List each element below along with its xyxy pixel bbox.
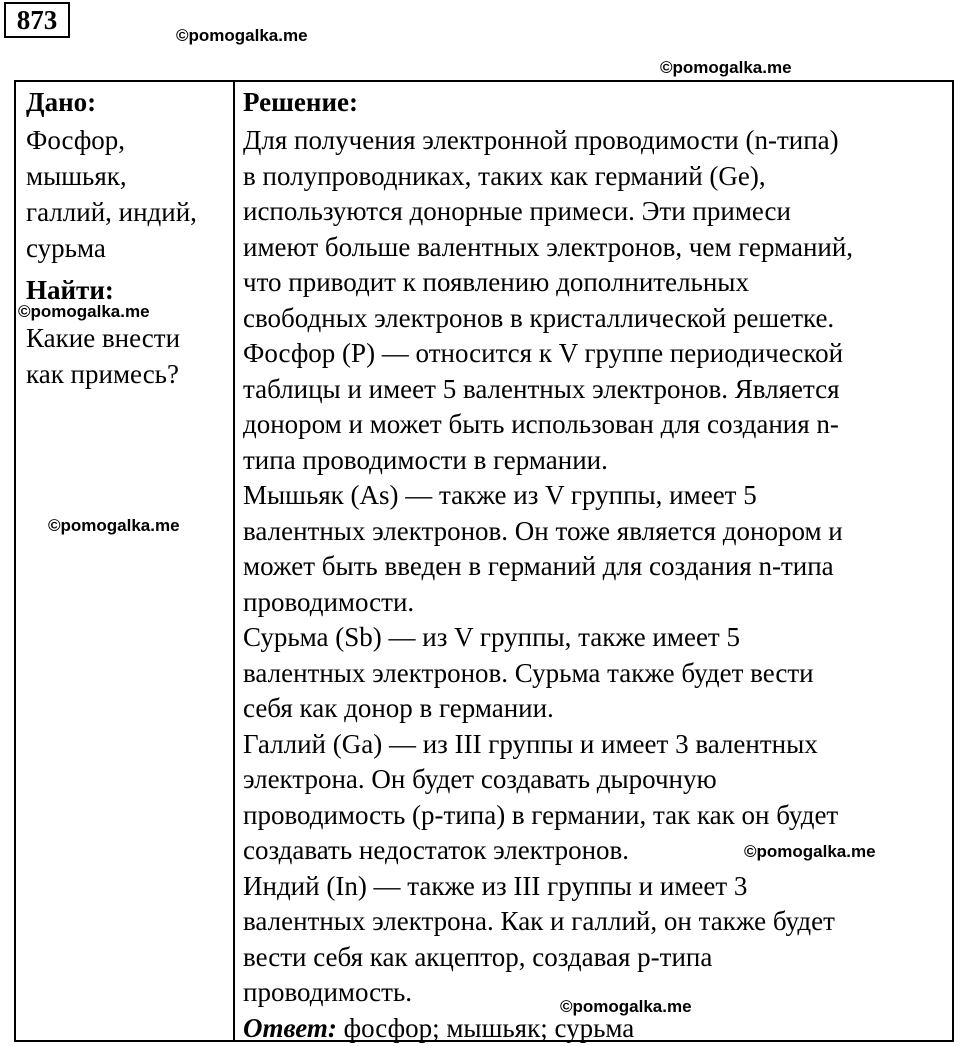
given-line: Фосфор, xyxy=(26,125,126,155)
solution-line: имеют больше валентных электронов, чем германий, xyxy=(243,231,854,262)
solution-line: валентных электронов. Он тоже является донором и xyxy=(243,515,843,546)
solution-line: вести себя как акцептор, создавая p-типа xyxy=(243,941,713,972)
answer-text: фосфор; мышьяк; сурьма xyxy=(343,1012,635,1043)
solution-line: донором и может быть использован для создания n- xyxy=(243,409,839,439)
given-line: сурьма xyxy=(26,233,106,263)
solution-line: в полупроводниках, таких как германий (Ge), xyxy=(243,160,766,191)
solution-line: используются донорные примеси. Эти примеси xyxy=(243,196,791,226)
solution-line: Мышьяк (As) — также из V группы, имеет 5 xyxy=(243,480,757,510)
solution-line: проводимость (p-типа) в германии, так как он будет xyxy=(243,799,839,830)
watermark: ©pomogalka.me xyxy=(18,302,150,321)
given-line: галлий, индий, xyxy=(26,197,197,227)
solution-line: проводимость. xyxy=(243,977,413,1007)
solution-line: Для получения электронной проводимости (n-типа) xyxy=(243,125,839,155)
solution-line: Галлий (Ga) — из III группы и имеет 3 валентных xyxy=(243,728,818,759)
solution-heading: Решение: xyxy=(243,87,358,117)
answer-label: Ответ: xyxy=(243,1012,337,1043)
watermark: ©pomogalka.me xyxy=(48,516,180,535)
solution-column xyxy=(243,84,949,1046)
given-line: мышьяк, xyxy=(26,161,127,191)
solution-line: валентных электронов. Сурьма также будет вести xyxy=(243,657,814,688)
find-question xyxy=(26,320,232,392)
solution-line: проводимости. xyxy=(243,586,415,617)
find-heading: Найти: xyxy=(26,275,114,305)
solution-line: валентных электрона. Как и галлий, он также будет xyxy=(243,906,835,936)
solution-line: Сурьма (Sb) — из V группы, также имеет 5 xyxy=(243,622,740,652)
watermark: ©pomogalka.me xyxy=(560,997,692,1016)
solution-text xyxy=(243,122,949,1046)
given-heading: Дано: xyxy=(26,87,97,117)
solution-line: Индий (In) — также из III группы и имеет 3 xyxy=(243,870,748,901)
given-column xyxy=(26,84,232,392)
solution-line: создавать недостаток электронов. xyxy=(243,835,630,865)
watermark: ©pomogalka.me xyxy=(176,26,308,45)
solution-line: таблицы и имеет 5 валентных электронов. Является xyxy=(243,373,840,404)
find-line: Какие внести xyxy=(26,323,181,353)
solution-line: Фосфор (P) — относится к V группе периодической xyxy=(243,338,844,368)
solution-line: себя как донор в германии. xyxy=(243,693,554,723)
find-line: как примесь? xyxy=(26,359,179,389)
watermark: ©pomogalka.me xyxy=(744,842,876,861)
given-list xyxy=(26,122,232,266)
solution-line: что приводит к появлению дополнительных xyxy=(243,267,749,297)
solution-line: свободных электронов в кристаллической решетке. xyxy=(243,302,835,333)
solution-line: типа проводимости в германии. xyxy=(243,444,608,475)
watermark: ©pomogalka.me xyxy=(660,58,792,77)
task-number: 873 xyxy=(4,2,70,38)
solution-line: электрона. Он будет создавать дырочную xyxy=(243,764,717,794)
column-divider xyxy=(233,80,235,1042)
solution-line: может быть введен в германий для создания n-типа xyxy=(243,551,834,581)
